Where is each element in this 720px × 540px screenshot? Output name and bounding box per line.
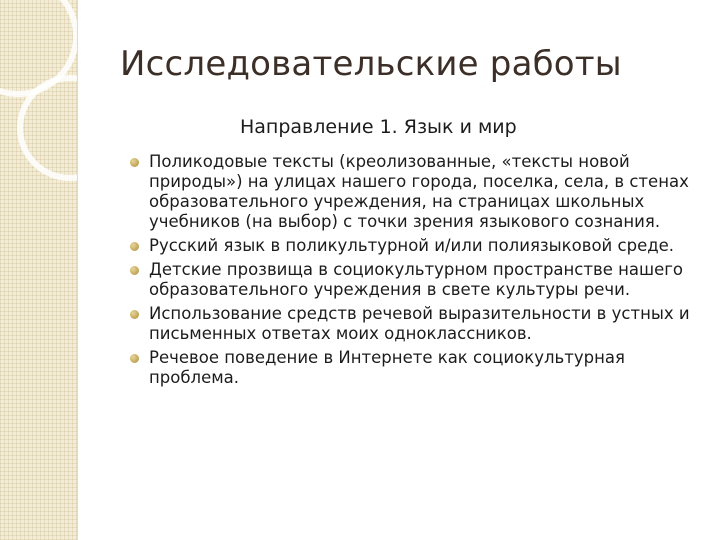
bullet-item [130,152,690,232]
side-strip-divider [77,0,78,540]
bullet-text: Поликодовые тексты (креолизованные, «тексты новой природы») на улицах нашего города, поселка, села, в стенах образовательного учреждения, на страницах школьных учебников (на выбор) с точки зрения языкового сознания. [149,152,689,231]
slide-title: Исследовательские работы [120,44,622,84]
round-bullet-icon [130,158,139,167]
bullet-list [130,152,690,392]
slide-subtitle: Направление 1. Язык и мир [240,116,517,138]
round-bullet-icon [130,310,139,319]
bullet-text: Речевое поведение в Интернете как социокультурная проблема. [149,348,625,387]
bullet-text: Использование средств речевой выразительности в устных и письменных ответах моих одноклассников. [149,304,690,343]
bullet-item [130,236,690,256]
round-bullet-icon [130,354,139,363]
bullet-text: Русский язык в поликультурной и/или полиязыковой среде. [149,236,675,255]
round-bullet-icon [130,242,139,251]
round-bullet-icon [130,266,139,275]
bullet-text: Детские прозвища в социокультурном пространстве нашего образовательного учреждения в свете культуры речи. [149,260,684,299]
side-decoration-strip [0,0,78,540]
bullet-item [130,348,690,388]
bullet-item [130,304,690,344]
decorative-circles-icon [0,0,78,540]
bullet-item [130,260,690,300]
